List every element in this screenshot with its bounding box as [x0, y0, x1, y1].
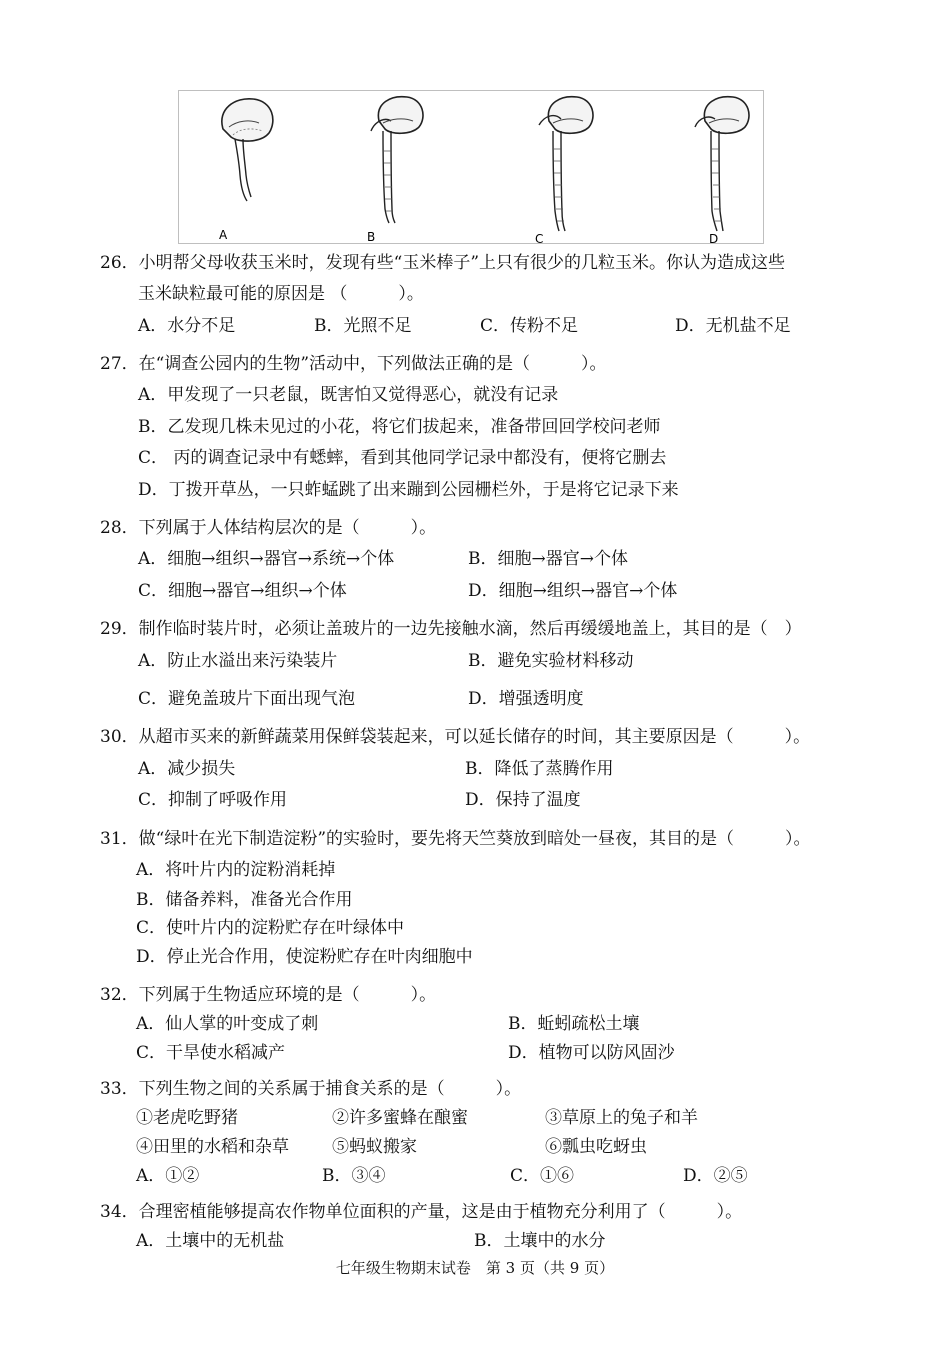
- q29-option-c: C．避免盖玻片下面出现气泡: [138, 689, 356, 709]
- q30-option-a: A．减少损失: [138, 759, 236, 779]
- seedling-b: [367, 97, 423, 244]
- figure-label-b: B: [367, 230, 376, 244]
- q33-stem: 33．下列生物之间的关系属于捕食关系的是（ ）。: [100, 1079, 522, 1099]
- page-footer: 七年级生物期末试卷 第 3 页（共 9 页）: [335, 1259, 615, 1277]
- q28-option-c: C．细胞→器官→组织→个体: [138, 581, 347, 601]
- q29-stem: 29．制作临时装片时，必须让盖玻片的一边先接触水滴，然后再缓缓地盖上，其目的是（ ）: [100, 619, 802, 639]
- q26-stem-line2: 玉米缺粒最可能的原因是 （ ）。: [138, 284, 424, 304]
- q29-option-a: A．防止水溢出来污染装片: [138, 651, 338, 671]
- seedling-drawing: [179, 91, 765, 245]
- q34-option-a: A．土壤中的无机盐: [136, 1231, 285, 1251]
- q26-option-a: A．水分不足: [138, 316, 236, 336]
- figure-label-d: D: [709, 232, 719, 245]
- q32-stem: 32．下列属于生物适应环境的是（ ）。: [100, 985, 437, 1005]
- q27-stem: 27．在“调查公园内的生物”活动中，下列做法正确的是（ ）。: [100, 354, 607, 374]
- q33-item-2: ②许多蜜蜂在酿蜜: [332, 1108, 468, 1128]
- figure-label-a: A: [219, 228, 228, 242]
- q33-item-1: ①老虎吃野猪: [136, 1108, 238, 1128]
- q33-item-4: ④田里的水稻和杂草: [136, 1137, 289, 1157]
- q32-option-a: A．仙人掌的叶变成了刺: [136, 1014, 319, 1034]
- q31-option-d: D．停止光合作用，使淀粉贮存在叶肉细胞中: [136, 947, 473, 967]
- figure-label-c: C: [535, 232, 544, 245]
- q28-option-a: A．细胞→组织→器官→系统→个体: [138, 549, 395, 569]
- q27-option-b: B．乙发现几株未见过的小花，将它们拔起来，准备带回回学校问老师: [138, 417, 661, 437]
- q30-option-d: D．保持了温度: [465, 790, 581, 810]
- q31-option-c: C．使叶片内的淀粉贮存在叶绿体中: [136, 918, 405, 938]
- q33-item-6: ⑥瓢虫吃蚜虫: [545, 1137, 647, 1157]
- seedling-d: [695, 97, 749, 245]
- q31-stem: 31．做“绿叶在光下制造淀粉”的实验时，要先将天竺葵放到暗处一昼夜，其目的是（ ）。: [100, 829, 811, 849]
- q33-option-d: D．②⑤: [683, 1166, 748, 1186]
- seedling-a: [219, 99, 273, 242]
- seedling-c: [535, 97, 593, 245]
- q33-option-b: B．③④: [322, 1166, 386, 1186]
- q33-item-3: ③草原上的兔子和羊: [545, 1108, 698, 1128]
- q26-stem-line1: 26．小明帮父母收获玉米时，发现有些“玉米棒子”上只有很少的几粒玉米。你认为造成这些: [100, 253, 786, 273]
- q29-option-b: B．避免实验材料移动: [468, 651, 634, 671]
- q26-option-b: B．光照不足: [314, 316, 412, 336]
- q32-option-d: D．植物可以防风固沙: [508, 1043, 675, 1063]
- q32-option-c: C．干旱使水稻减产: [136, 1043, 286, 1063]
- q26-option-c: C．传粉不足: [480, 316, 579, 336]
- q31-option-b: B．储备养料，准备光合作用: [136, 890, 353, 910]
- q32-option-b: B．蚯蚓疏松土壤: [508, 1014, 640, 1034]
- q31-option-a: A．将叶片内的淀粉消耗掉: [136, 860, 336, 880]
- q29-option-d: D．增强透明度: [468, 689, 584, 709]
- q33-item-5: ⑤蚂蚁搬家: [332, 1137, 417, 1157]
- q28-option-b: B．细胞→器官→个体: [468, 549, 628, 569]
- q26-option-d: D．无机盐不足: [675, 316, 791, 336]
- q30-option-c: C．抑制了呼吸作用: [138, 790, 288, 810]
- q33-option-a: A．①②: [136, 1166, 200, 1186]
- seedling-figure: [178, 90, 764, 244]
- q27-option-a: A．甲发现了一只老鼠，既害怕又觉得恶心，就没有记录: [138, 385, 559, 405]
- q27-option-c: C． 丙的调查记录中有蟋蟀，看到其他同学记录中都没有，便将它删去: [138, 448, 667, 468]
- q28-stem: 28．下列属于人体结构层次的是（ ）。: [100, 518, 437, 538]
- q27-option-d: D．丁拨开草丛，一只蚱蜢跳了出来蹦到公园栅栏外，于是将它记录下来: [138, 480, 679, 500]
- q28-option-d: D．细胞→组织→器官→个体: [468, 581, 678, 601]
- q33-option-c: C．①⑥: [510, 1166, 575, 1186]
- q34-stem: 34．合理密植能够提高农作物单位面积的产量，这是由于植物充分利用了（ ）。: [100, 1202, 743, 1222]
- q34-option-b: B．土壤中的水分: [474, 1231, 606, 1251]
- q30-option-b: B．降低了蒸腾作用: [465, 759, 614, 779]
- q30-stem: 30．从超市买来的新鲜蔬菜用保鲜袋装起来，可以延长储存的时间，其主要原因是（ ）。: [100, 727, 811, 747]
